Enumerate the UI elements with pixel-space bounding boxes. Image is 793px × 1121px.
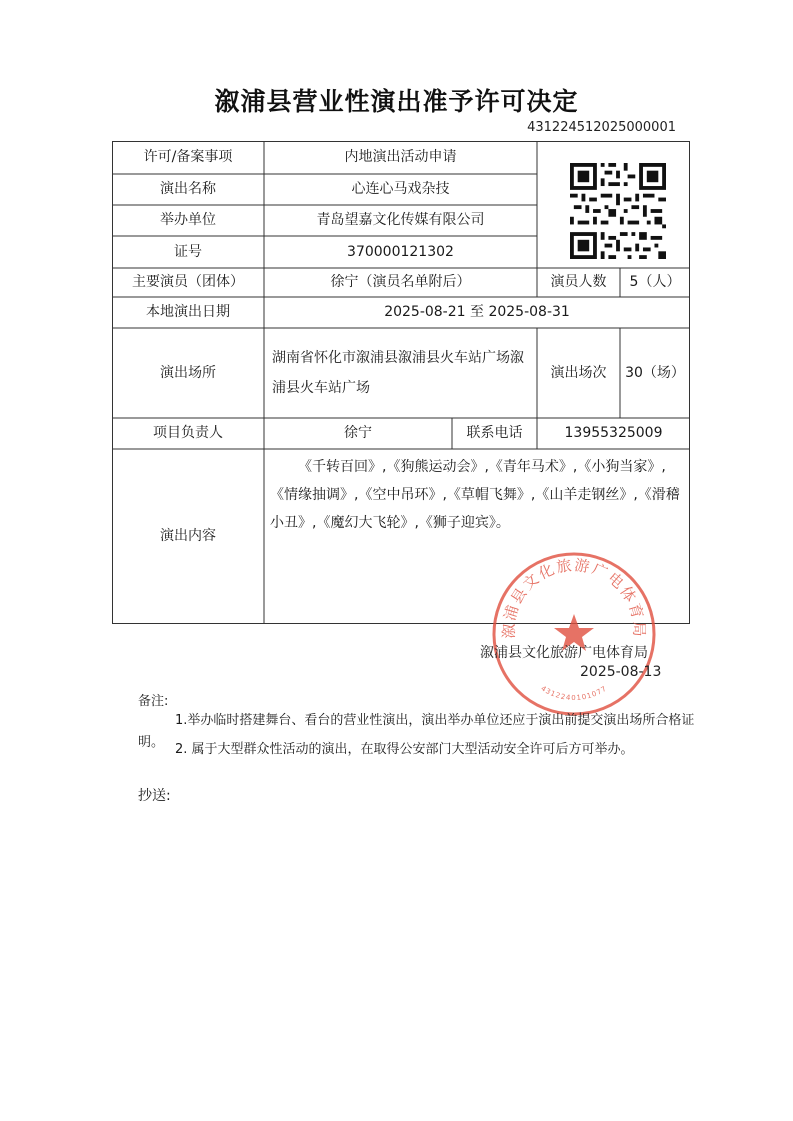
manager-label: 项目负责人 xyxy=(153,425,223,442)
organizer-value: 青岛望嘉文化传媒有限公司 xyxy=(316,212,485,229)
dates-value: 2025-08-21 至 2025-08-31 xyxy=(384,304,570,321)
dates-label: 本地演出日期 xyxy=(146,304,230,321)
organizer-label: 举办单位 xyxy=(160,212,216,229)
sessions-label: 演出场次 xyxy=(550,364,607,381)
content-value: 《千转百回》,《狗熊运动会》,《青年马术》,《小狗当家》,《情缘抽调》,《空中吊环》,《草帽飞舞》,《山羊走钢丝》,《滑稽小丑》,《魔幻大飞轮》,《狮子迎宾》。 xyxy=(270,459,680,531)
qr-code-icon xyxy=(570,163,666,259)
permit-item-value: 内地演出活动申请 xyxy=(344,149,457,166)
show-name-label: 演出名称 xyxy=(160,181,216,198)
permit-item-label: 许可/备案事项 xyxy=(143,149,233,166)
performer-count-label: 演员人数 xyxy=(550,274,607,291)
sessions-value: 30（场） xyxy=(625,364,685,381)
official-seal xyxy=(488,548,660,720)
phone-value: 13955325009 xyxy=(564,425,663,442)
note-item-1-text: 1.举办临时搭建舞台、看台的营业性演出，演出举办单位还应于演出前提交演出场所合格证明。 xyxy=(138,713,695,750)
manager-value: 徐宁 xyxy=(344,425,372,442)
svg-text:4312240101077 xyxy=(539,684,608,702)
issuer-name: 溆浦县文化旅游广电体育局 xyxy=(480,645,648,661)
content-label: 演出内容 xyxy=(160,527,216,544)
document-title: 溆浦县营业性演出准予许可决定 xyxy=(214,87,579,116)
venue-value: 湖南省怀化市溆浦县溆浦县火车站广场溆浦县火车站广场 xyxy=(272,350,524,396)
cc-label: 抄送: xyxy=(138,788,171,804)
issue-date: 2025-08-13 xyxy=(580,664,662,680)
seal-text: 溆浦县文化旅游广电体育局 xyxy=(499,555,649,639)
performers-label: 主要演员（团体） xyxy=(132,274,244,291)
phone-label: 联系电话 xyxy=(466,425,523,442)
document-number: 431224512025000001 xyxy=(527,120,676,135)
venue-label: 演出场所 xyxy=(160,364,216,381)
notes-label: 备注: xyxy=(138,694,169,709)
performers-value: 徐宁（演员名单附后） xyxy=(330,274,471,291)
show-name-value: 心连心马戏杂技 xyxy=(351,181,450,198)
license-value: 370000121302 xyxy=(347,243,454,260)
seal-code: 4312240101077 xyxy=(539,684,609,702)
note-item-2: 2. 属于大型群众性活动的演出，在取得公安部门大型活动安全许可后方可举办。 xyxy=(175,742,634,757)
license-label: 证号 xyxy=(174,243,202,260)
performer-count-value: 5（人） xyxy=(629,274,681,291)
